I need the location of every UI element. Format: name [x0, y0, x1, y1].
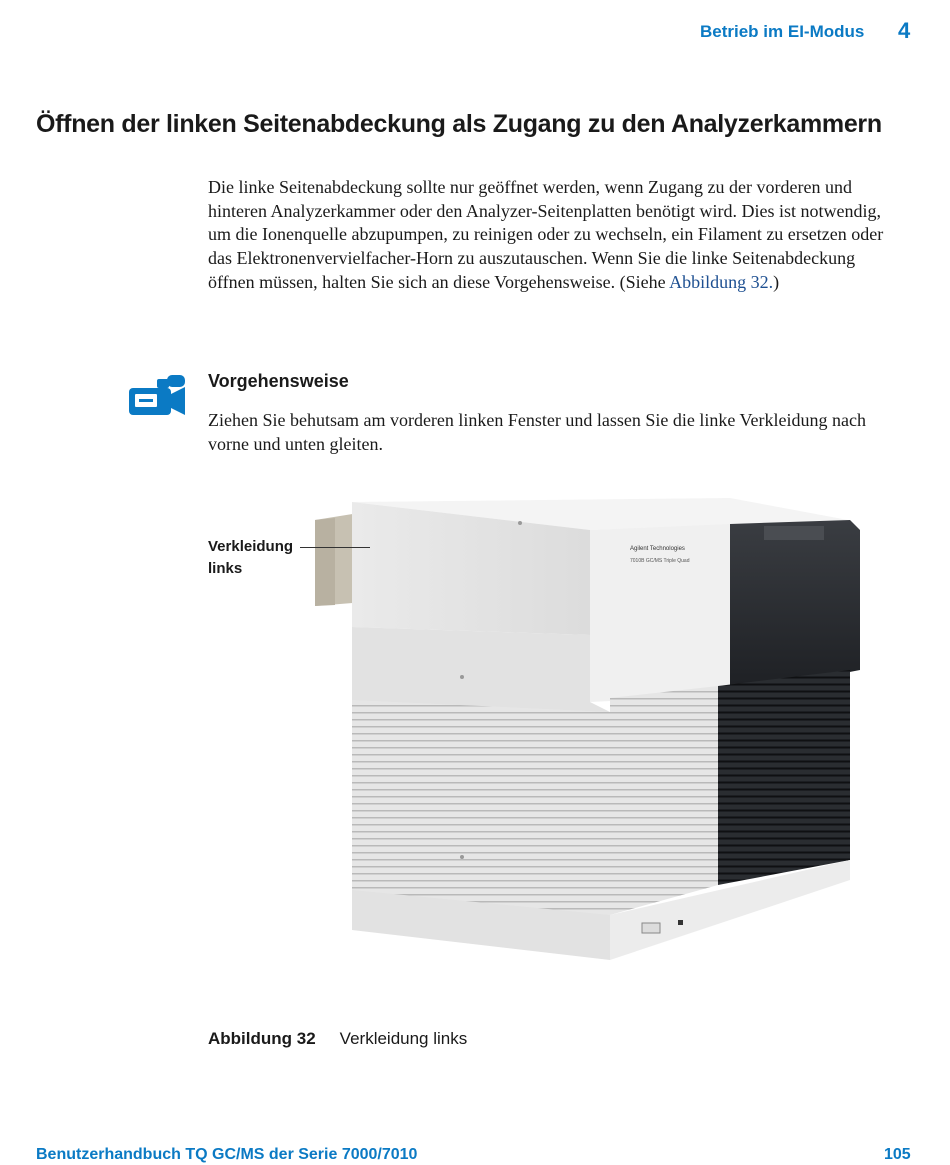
procedure-text: Ziehen Sie behutsam am vorderen linken Fenster und lassen Sie die linke Verkleidung nach vorne und unten gleiten. [208, 410, 867, 454]
caption-text: Verkleidung links [339, 1029, 468, 1048]
chapter-number: 4 [898, 18, 911, 43]
section-body [208, 176, 898, 295]
figure-reference: (Siehe Abbildung 32.) [619, 271, 780, 292]
procedure-heading: Vorgehensweise [208, 371, 349, 391]
figure-link[interactable]: Abbildung 32. [669, 271, 774, 292]
callout-label: Verkleidung links [208, 538, 294, 577]
footer-title: Benutzerhandbuch TQ GC/MS der Serie 7000/7010 [36, 1146, 418, 1163]
page-number: 105 [884, 1146, 911, 1163]
body-paragraph: Die linke Seitenabdeckung sollte nur geöffnet werden, wenn Zugang zu der vorderen und hinteren Analyzerkammer oder den Analyzer-Seitenplatten benötigt wird. Dies ist notwendig, um die Ionenquelle abzupumpen, zu reinigen oder zu wechseln, ein Filament zu ersetzen oder das Elektronenvervielfacher-Horn zu auszutauschen. Wenn Sie die linke Seitenabdeckung öffnen müssen, halten Sie sich an diese Vorgehensweise. [208, 177, 884, 292]
video-camera-icon [127, 373, 187, 417]
figure-caption [208, 1029, 467, 1049]
device-model: 7010B GC/MS Triple Quad [630, 558, 690, 564]
instrument-photo [290, 490, 915, 980]
device-brand: Agilent Technologies [630, 546, 685, 552]
callout-leader-line [300, 547, 370, 548]
chapter-title: Betrieb im EI-Modus [700, 22, 865, 41]
section-title: Öffnen der linken Seitenabdeckung als Zugang zu den Analyzerkammern [36, 110, 882, 138]
caption-number: Abbildung 32 [208, 1029, 316, 1048]
